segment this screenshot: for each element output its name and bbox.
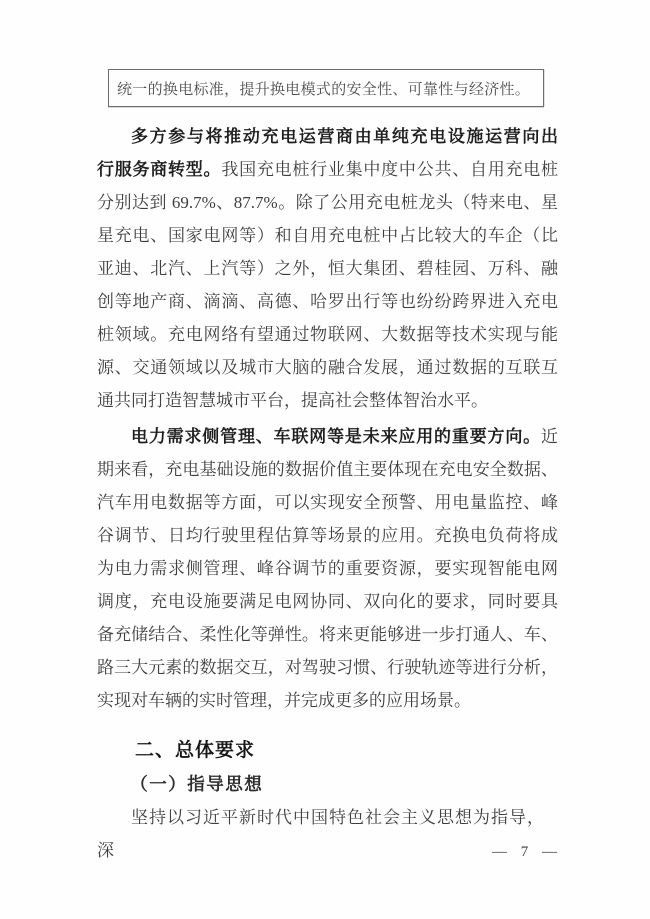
- body-text: 实现对车辆的实时管理，并完成更多的应用场景。: [97, 691, 471, 710]
- text-line: [97, 252, 558, 285]
- text-line: [97, 684, 558, 717]
- text-line: [97, 651, 558, 684]
- text-line: [97, 486, 558, 519]
- text-line: [97, 120, 558, 153]
- text-line: [97, 453, 558, 486]
- bold-lead-text: 多方参与将推动充电运营商由单纯充电设施运营向出: [131, 127, 558, 146]
- page-number: — 7 —: [492, 844, 558, 860]
- boxed-note: [108, 69, 544, 107]
- boxed-note-text: 统一的换电标准，提升换电模式的安全性、可靠性与经济性。: [117, 81, 531, 98]
- text-line: [97, 519, 558, 552]
- body-text: 源、交通领域以及城市大脑的融合发展，通过数据的互联互: [97, 358, 558, 377]
- text-line: [97, 186, 558, 219]
- text-line: [97, 618, 558, 651]
- body-text: 分别达到 69.7%、87.7%。除了公用充电桩龙头（特来电、星: [97, 193, 558, 212]
- body-text: 通共同打造智慧城市平台，提高社会整体智治水平。: [97, 391, 488, 410]
- text-line: [97, 585, 558, 618]
- body-text: 创等地产商、滴滴、高德、哈罗出行等也纷纷跨界进入充电: [97, 292, 558, 311]
- text-line: [97, 420, 558, 453]
- body-text: 亚迪、北汽、上汽等）之外，恒大集团、碧桂园、万科、融: [97, 259, 558, 278]
- section-heading-overall-requirements: 二、总体要求: [135, 740, 256, 761]
- paragraph-guiding-ideology-first-line: 坚持以习近平新时代中国特色社会主义思想为指导，深: [97, 808, 545, 860]
- body-text: 路三大元素的数据交互，对驾驶习惯、行驶轨迹等进行分析，: [97, 658, 558, 677]
- body-text: 汽车用电数据等方面，可以实现安全预警、用电量监控、峰: [97, 493, 558, 512]
- body-text: 期来看，充电基础设施的数据价值主要体现在充电安全数据、: [97, 460, 558, 479]
- text-line: [97, 384, 558, 417]
- subsection-heading-guiding-ideology: （一）指导思想: [130, 774, 264, 794]
- text-line: [97, 552, 558, 585]
- paragraph-multi-party-participation: [97, 120, 558, 417]
- body-text: 备充储结合、柔性化等弹性。将来更能够进一步打通人、车、: [97, 625, 558, 644]
- body-text: 谷调节、日均行驶里程估算等场景的应用。充换电负荷将成: [97, 526, 558, 545]
- body-text: 调度，充电设施要满足电网协同、双向化的要求，同时要具: [97, 592, 558, 611]
- bold-lead-text: 电力需求侧管理、车联网等是未来应用的重要方向。: [131, 427, 541, 446]
- text-line: [97, 285, 558, 318]
- body-text: 星充电、国家电网等）和自用充电桩中占比较大的车企（比: [97, 226, 558, 245]
- paragraph-power-demand-side: [97, 420, 558, 717]
- text-line: [97, 153, 558, 186]
- text-line: [97, 219, 558, 252]
- bold-lead-text: 行服务商转型。: [97, 160, 222, 179]
- body-text: 我国充电桩行业集中度中公共、自用充电桩: [221, 160, 558, 179]
- text-line: [97, 318, 558, 351]
- body-text: 为电力需求侧管理、峰谷调节的重要资源，要实现智能电网: [97, 559, 558, 578]
- body-text: 近: [541, 427, 558, 446]
- text-line: [97, 351, 558, 384]
- body-text: 桩领域。充电网络有望通过物联网、大数据等技术实现与能: [97, 325, 558, 344]
